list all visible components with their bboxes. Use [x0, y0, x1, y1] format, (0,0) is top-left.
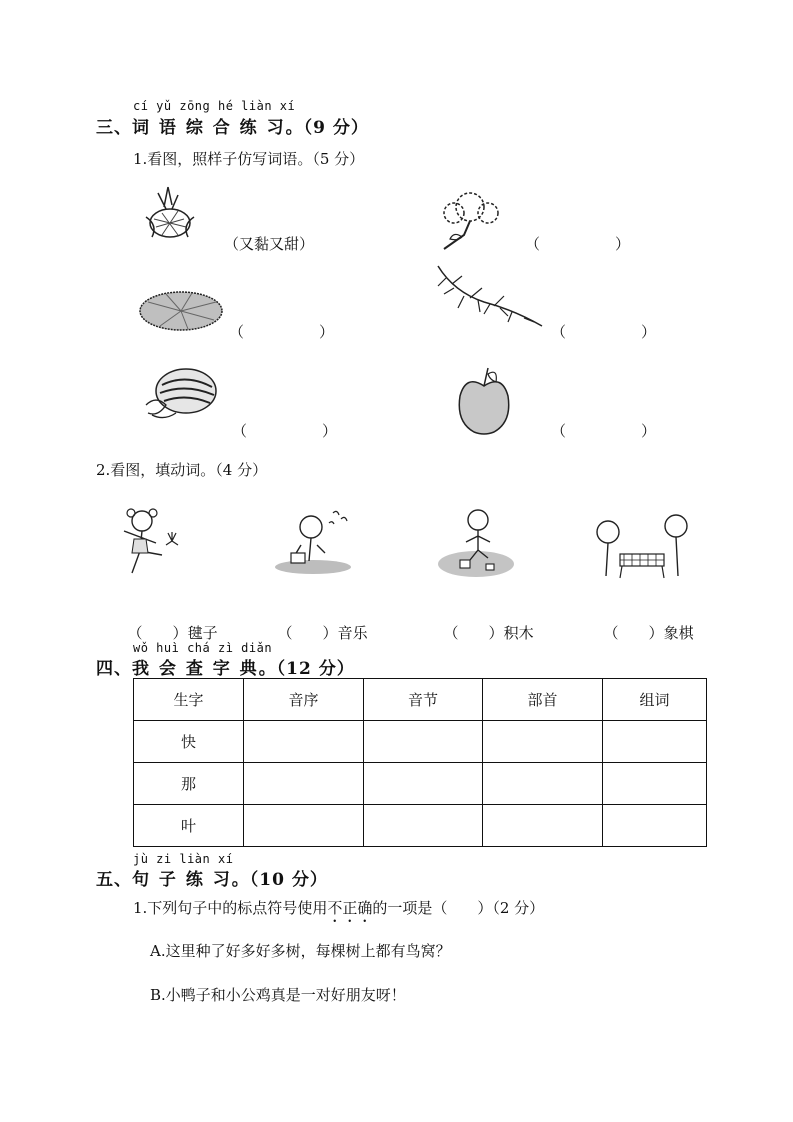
section5-q1 [133, 897, 544, 926]
section3-title [96, 113, 369, 138]
section4-title-suffix: 。（12 分） [258, 659, 355, 679]
answer-cell[interactable] [483, 805, 603, 847]
q1-emphasis-text: 不正确 [327, 899, 373, 917]
answer-cell[interactable] [603, 721, 707, 763]
table-header: 生字 [134, 679, 244, 721]
table-header: 音序 [244, 679, 364, 721]
boy-listening-music-picture [271, 505, 355, 579]
verb-row [434, 604, 534, 643]
answer-cell[interactable] [483, 721, 603, 763]
willow-branch-picture [434, 262, 546, 346]
verb-row [118, 604, 218, 643]
apple-picture [456, 364, 512, 440]
table-header: 组词 [603, 679, 707, 721]
section4-pinyin: wǒ huì chá zì diǎn [133, 641, 273, 655]
section5-title-prefix: 五、 [96, 870, 132, 890]
section4-title-prefix: 四、 [96, 659, 132, 679]
watermelon-picture [140, 365, 220, 427]
section5-title [96, 865, 328, 890]
answer-cell[interactable] [244, 805, 364, 847]
section3-q2: 2.看图，填动词。（4 分） [96, 461, 268, 479]
section4-title-chars: 我 会 查 字 典 [132, 659, 259, 679]
section3-title-chars: 词 语 综 合 练 习 [132, 118, 286, 138]
section4-title [96, 654, 355, 679]
cotton-answer-blank[interactable]: （ ） [525, 235, 631, 253]
lotus-leaf-picture [138, 288, 224, 338]
example-answer: （又黏又甜） [224, 235, 315, 253]
section5-title-suffix: 。（10 分） [231, 870, 328, 890]
section5-pinyin: jù zi liàn xí [133, 852, 234, 866]
answer-cell[interactable] [364, 805, 483, 847]
child-building-blocks-picture [436, 502, 516, 584]
character-cell: 那 [134, 763, 244, 805]
verb-word-2: 音乐 [337, 624, 368, 642]
verb-blank-3[interactable]: （ ） [443, 624, 504, 642]
cotton-picture [434, 183, 504, 257]
lotus-answer-blank[interactable]: （ ） [229, 323, 335, 341]
option-a[interactable]: A.这里种了好多好多树，每棵树上都有鸟窝？ [150, 942, 451, 960]
girl-kicking-shuttlecock-picture [114, 503, 184, 583]
option-b[interactable]: B.小鸭子和小公鸡真是一对好朋友呀！ [150, 986, 406, 1004]
table-row [134, 763, 707, 805]
section3-title-prefix: 三、 [96, 118, 132, 138]
children-playing-chess-picture [590, 512, 696, 586]
answer-cell[interactable] [364, 763, 483, 805]
fruit-example-picture [138, 183, 202, 251]
answer-cell[interactable] [603, 805, 707, 847]
answer-cell[interactable] [364, 721, 483, 763]
table-row [134, 805, 707, 847]
answer-cell[interactable] [244, 721, 364, 763]
answer-cell[interactable] [603, 763, 707, 805]
verb-word-3: 积木 [503, 624, 534, 642]
watermelon-answer-blank[interactable]: （ ） [232, 422, 338, 440]
apple-answer-blank[interactable]: （ ） [551, 422, 657, 440]
verb-blank-4[interactable]: （ ） [603, 624, 664, 642]
table-row [134, 721, 707, 763]
verb-blank-2[interactable]: （ ） [277, 624, 338, 642]
willow-answer-blank[interactable]: （ ） [551, 323, 657, 341]
q1-text-before: 1.下列句子中的标点符号使用 [133, 899, 328, 917]
verb-row [268, 604, 368, 643]
section3-title-suffix: 。（9 分） [285, 118, 369, 138]
section5-title-chars: 句 子 练 习 [132, 870, 232, 890]
table-header-row [134, 679, 707, 721]
verb-word-4: 象棋 [663, 624, 694, 642]
table-header: 部首 [483, 679, 603, 721]
verb-row [594, 604, 694, 643]
answer-cell[interactable] [483, 763, 603, 805]
section3-q1: 1.看图，照样子仿写词语。（5 分） [133, 150, 365, 168]
character-cell: 叶 [134, 805, 244, 847]
section3-pinyin: cí yǔ zōng hé liàn xí [133, 99, 296, 113]
answer-cell[interactable] [244, 763, 364, 805]
character-cell: 快 [134, 721, 244, 763]
table-header: 音节 [364, 679, 483, 721]
verb-word-1: 毽子 [187, 624, 218, 642]
verb-blank-1[interactable]: （ ） [127, 624, 188, 642]
q1-text-after: 的一项是（ ）（2 分） [372, 899, 545, 917]
dictionary-table [133, 678, 707, 847]
